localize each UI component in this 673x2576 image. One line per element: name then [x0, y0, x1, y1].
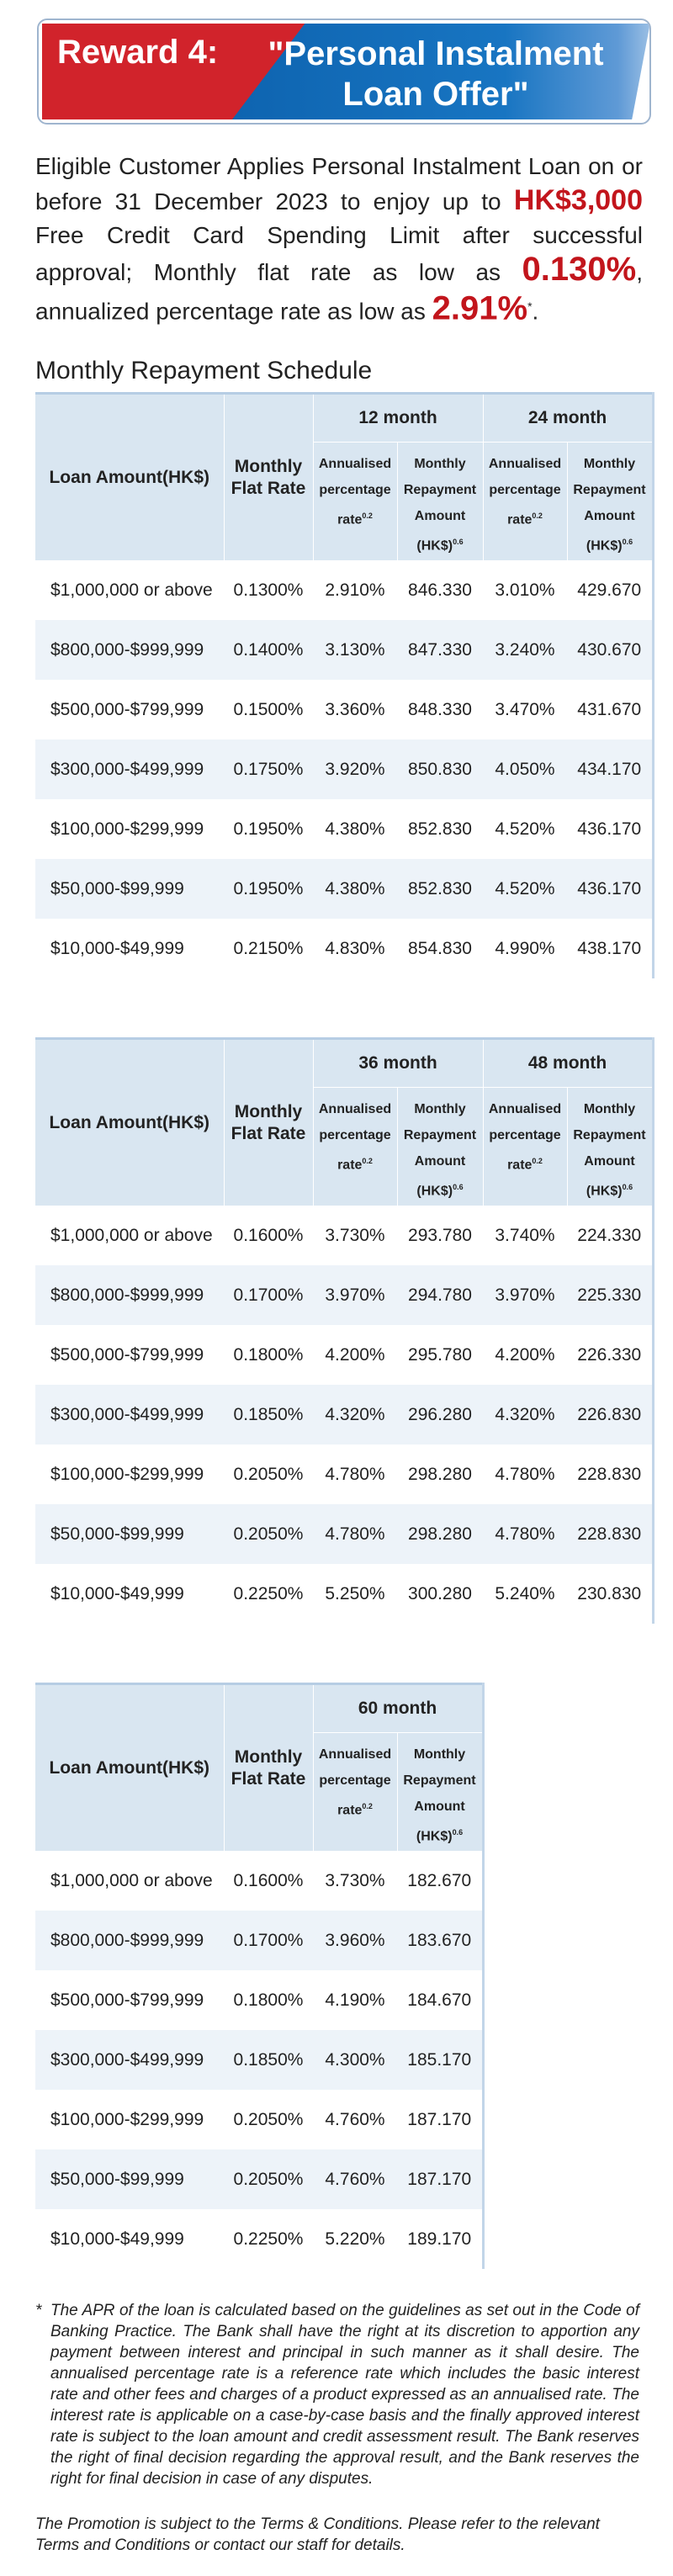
header-apr-rate: rate — [337, 512, 363, 527]
header-flat-rate-line1: Monthly — [234, 456, 303, 476]
cell-apr: 3.920% — [313, 739, 397, 799]
header-repay-line2: Repayment — [403, 1773, 476, 1788]
table-row — [35, 799, 653, 859]
cell-apr: 3.360% — [313, 680, 397, 739]
header-apr-rate: rate — [507, 512, 533, 527]
header-period: 24 month — [483, 394, 653, 443]
cell-apr: 4.200% — [483, 1325, 567, 1385]
header-repay-line3: Amount — [414, 1154, 466, 1169]
offer-description — [35, 150, 643, 328]
banner-title-line1: "Personal Instalment — [268, 35, 604, 72]
highlight-flat-rate: 0.130% — [522, 251, 637, 288]
header-repay-line4 — [398, 1174, 483, 1204]
table-row — [35, 1504, 653, 1564]
repayment-table-36-48 — [35, 1037, 654, 1624]
header-apr — [483, 443, 567, 561]
banner-reward-label: Reward 4: — [57, 34, 219, 71]
cell-loan-amount: $100,000-$299,999 — [35, 799, 224, 859]
cell-flat-rate: 0.2150% — [224, 919, 313, 978]
table-row — [35, 2030, 483, 2090]
cell-flat-rate: 0.1400% — [224, 620, 313, 680]
cell-apr: 4.760% — [313, 2149, 397, 2209]
cell-flat-rate: 0.1600% — [224, 1851, 313, 1911]
cell-repayment: 230.830 — [567, 1564, 653, 1624]
header-apr-line1: Annualised — [318, 1747, 392, 1762]
cell-apr: 4.760% — [313, 2090, 397, 2149]
header-period: 48 month — [483, 1039, 653, 1088]
header-apr-line2: percentage — [319, 1128, 391, 1142]
header-repay-unit: (HK$) — [586, 538, 623, 554]
footnote-mark: * — [35, 2302, 42, 2319]
header-apr-line2: percentage — [319, 1773, 391, 1788]
cell-repayment: 300.280 — [397, 1564, 483, 1624]
cell-repayment: 848.330 — [397, 680, 483, 739]
reward-banner — [37, 19, 651, 125]
table-row — [35, 1911, 483, 1970]
cell-flat-rate: 0.2250% — [224, 2209, 313, 2269]
header-apr-line2: percentage — [489, 1128, 561, 1142]
table-row — [35, 1265, 653, 1325]
cell-repayment: 847.330 — [397, 620, 483, 680]
cell-flat-rate: 0.1800% — [224, 1325, 313, 1385]
header-flat-rate-line1: Monthly — [234, 1101, 303, 1121]
cell-repayment: 436.170 — [567, 859, 653, 919]
cell-repayment: 189.170 — [397, 2209, 483, 2269]
header-repay-line1: Monthly — [414, 457, 466, 471]
schedule-title: Monthly Repayment Schedule — [35, 357, 373, 384]
cell-loan-amount: $800,000-$999,999 — [35, 1265, 224, 1325]
header-repayment — [567, 1088, 653, 1206]
cell-loan-amount: $50,000-$99,999 — [35, 2149, 224, 2209]
cell-repayment: 436.170 — [567, 799, 653, 859]
cell-repayment: 293.780 — [397, 1206, 483, 1265]
cell-loan-amount: $10,000-$49,999 — [35, 2209, 224, 2269]
header-flat-rate — [224, 1684, 313, 1852]
header-apr-sup: 0.2 — [362, 1157, 373, 1165]
cell-loan-amount: $300,000-$499,999 — [35, 1385, 224, 1444]
table-row — [35, 1206, 653, 1265]
cell-flat-rate: 0.1750% — [224, 739, 313, 799]
header-loan-amount: Loan Amount(HK$) — [35, 394, 224, 561]
cell-repayment: 430.670 — [567, 620, 653, 680]
header-loan-amount: Loan Amount(HK$) — [35, 1039, 224, 1206]
cell-repayment: 228.830 — [567, 1504, 653, 1564]
cell-apr: 5.220% — [313, 2209, 397, 2269]
header-flat-rate-line2: Flat Rate — [231, 478, 306, 498]
cell-repayment: 852.830 — [397, 859, 483, 919]
cell-loan-amount: $100,000-$299,999 — [35, 1444, 224, 1504]
header-repayment — [397, 1088, 483, 1206]
header-repay-line2: Repayment — [403, 483, 477, 497]
header-apr — [313, 1733, 397, 1852]
table-row — [35, 1851, 483, 1911]
header-apr-sup: 0.2 — [532, 1157, 543, 1165]
header-repay-sup: 0.6 — [452, 1828, 464, 1837]
cell-flat-rate: 0.1950% — [224, 859, 313, 919]
header-repay-line1: Monthly — [583, 457, 636, 471]
cell-repayment: 429.670 — [567, 560, 653, 620]
cell-repayment: 225.330 — [567, 1265, 653, 1325]
header-apr-sup: 0.2 — [362, 511, 373, 520]
cell-repayment: 224.330 — [567, 1206, 653, 1265]
cell-flat-rate: 0.2050% — [224, 1444, 313, 1504]
cell-apr: 3.970% — [483, 1265, 567, 1325]
header-repay-line3: Amount — [584, 509, 635, 523]
cell-apr: 4.200% — [313, 1325, 397, 1385]
header-repay-line4 — [398, 1820, 482, 1849]
header-repay-sup: 0.6 — [622, 538, 633, 546]
header-apr-line2: percentage — [489, 483, 561, 497]
cell-repayment: 226.330 — [567, 1325, 653, 1385]
table-row — [35, 1325, 653, 1385]
banner-title — [242, 34, 629, 114]
terms-note: The Promotion is subject to the Terms & Conditions. Please refer to the relevant Terms and Conditions or contact our staff for details. — [35, 2515, 600, 2554]
header-repay-unit: (HK$) — [416, 538, 453, 554]
cell-flat-rate: 0.1850% — [224, 1385, 313, 1444]
intro-text-4: . — [532, 298, 539, 325]
cell-flat-rate: 0.1700% — [224, 1911, 313, 1970]
header-repay-sup: 0.6 — [453, 1183, 464, 1191]
header-repay-line1: Monthly — [583, 1102, 636, 1116]
header-apr-line1: Annualised — [318, 1102, 392, 1116]
header-apr — [483, 1088, 567, 1206]
cell-loan-amount: $1,000,000 or above — [35, 1851, 224, 1911]
header-period: 60 month — [313, 1684, 483, 1733]
banner-title-line2: Loan Offer" — [342, 76, 529, 113]
table-body — [35, 1851, 483, 2269]
table-row — [35, 859, 653, 919]
cell-apr: 3.240% — [483, 620, 567, 680]
cell-repayment: 183.670 — [397, 1911, 483, 1970]
table-body — [35, 560, 653, 978]
header-flat-rate-line1: Monthly — [234, 1746, 303, 1767]
header-period: 12 month — [313, 394, 483, 443]
cell-apr: 3.970% — [313, 1265, 397, 1325]
apr-footnote — [35, 2300, 639, 2489]
header-apr-line3 — [314, 1148, 397, 1178]
header-repay-line3: Amount — [584, 1154, 635, 1169]
intro-text-3: , annualized percentage rate as low as — [35, 259, 643, 325]
repayment-table-12-24 — [35, 392, 654, 978]
cell-flat-rate: 0.2050% — [224, 1504, 313, 1564]
footnote-text: The APR of the loan is calculated based on the guidelines as set out in the Code of Banking Practice. The Bank shall have the right at its discretion to apportion any payment between interest and principal in such manner as it shall desire. The annualised percentage rate is a reference rate which includes the basic interest rate and other fees and charges of a product expressed as an annualised rate. The interest rate is applicable on a case-by-case basis and the finally approved interest rate is subject to the loan amount and credit assessment result. The Bank reserves the right of final decision regarding the approval result, and the Bank reserves the right for final decision in case of any disputes. — [50, 2302, 639, 2488]
cell-repayment: 294.780 — [397, 1265, 483, 1325]
cell-flat-rate: 0.2050% — [224, 2090, 313, 2149]
header-apr-line3 — [484, 1148, 567, 1178]
cell-flat-rate: 0.1300% — [224, 560, 313, 620]
cell-repayment: 184.670 — [397, 1970, 483, 2030]
table-row — [35, 2090, 483, 2149]
header-apr-line1: Annualised — [488, 1102, 562, 1116]
table-body — [35, 1206, 653, 1624]
table-row — [35, 919, 653, 978]
cell-repayment: 226.830 — [567, 1385, 653, 1444]
cell-flat-rate: 0.1800% — [224, 1970, 313, 2030]
header-flat-rate-line2: Flat Rate — [231, 1768, 306, 1789]
header-repay-sup: 0.6 — [622, 1183, 633, 1191]
cell-apr: 4.380% — [313, 799, 397, 859]
header-repay-line1: Monthly — [414, 1102, 466, 1116]
cell-repayment: 182.670 — [397, 1851, 483, 1911]
cell-repayment: 228.830 — [567, 1444, 653, 1504]
intro-text-1: Eligible Customer Applies Personal Instalment Loan on or before 31 December 2023 to enjoy up to — [35, 153, 643, 215]
cell-loan-amount: $100,000-$299,999 — [35, 2090, 224, 2149]
cell-apr: 3.130% — [313, 620, 397, 680]
cell-loan-amount: $10,000-$49,999 — [35, 919, 224, 978]
cell-apr: 4.830% — [313, 919, 397, 978]
table-row — [35, 1970, 483, 2030]
cell-loan-amount: $300,000-$499,999 — [35, 2030, 224, 2090]
cell-apr: 3.740% — [483, 1206, 567, 1265]
header-apr-sup: 0.2 — [532, 511, 543, 520]
header-apr-rate: rate — [507, 1158, 533, 1173]
header-flat-rate — [224, 394, 313, 561]
cell-repayment: 298.280 — [397, 1504, 483, 1564]
header-repay-line4 — [568, 1174, 652, 1204]
cell-loan-amount: $50,000-$99,999 — [35, 1504, 224, 1564]
cell-flat-rate: 0.1700% — [224, 1265, 313, 1325]
header-repayment — [397, 1733, 483, 1852]
cell-apr: 4.300% — [313, 2030, 397, 2090]
cell-loan-amount: $1,000,000 or above — [35, 1206, 224, 1265]
cell-repayment: 852.830 — [397, 799, 483, 859]
intro-text-2: Free Credit Card Spending Limit after successful approval; Monthly flat rate as low as — [35, 222, 643, 285]
header-repay-line3: Amount — [414, 509, 466, 523]
header-repay-unit: (HK$) — [416, 1184, 453, 1199]
cell-apr: 5.250% — [313, 1564, 397, 1624]
cell-loan-amount: $500,000-$799,999 — [35, 1970, 224, 2030]
header-flat-rate-line2: Flat Rate — [231, 1123, 306, 1143]
table-row — [35, 1385, 653, 1444]
cell-repayment: 295.780 — [397, 1325, 483, 1385]
cell-repayment: 296.280 — [397, 1385, 483, 1444]
cell-apr: 3.960% — [313, 1911, 397, 1970]
header-repay-line4 — [398, 529, 483, 559]
apr-footnote-mark: * — [527, 299, 533, 313]
cell-apr: 4.780% — [313, 1504, 397, 1564]
cell-repayment: 854.830 — [397, 919, 483, 978]
cell-apr: 5.240% — [483, 1564, 567, 1624]
cell-loan-amount: $1,000,000 or above — [35, 560, 224, 620]
cell-repayment: 846.330 — [397, 560, 483, 620]
cell-apr: 3.730% — [313, 1851, 397, 1911]
cell-repayment: 187.170 — [397, 2149, 483, 2209]
cell-loan-amount: $500,000-$799,999 — [35, 1325, 224, 1385]
cell-apr: 4.320% — [483, 1385, 567, 1444]
cell-apr: 3.010% — [483, 560, 567, 620]
cell-loan-amount: $500,000-$799,999 — [35, 680, 224, 739]
cell-flat-rate: 0.1850% — [224, 2030, 313, 2090]
cell-apr: 4.320% — [313, 1385, 397, 1444]
header-apr-line2: percentage — [319, 483, 391, 497]
header-apr-rate: rate — [337, 1803, 363, 1818]
header-apr-line1: Annualised — [488, 457, 562, 471]
header-apr — [313, 443, 397, 561]
table-row — [35, 620, 653, 680]
cell-apr: 4.780% — [313, 1444, 397, 1504]
header-period: 36 month — [313, 1039, 483, 1088]
cell-repayment: 434.170 — [567, 739, 653, 799]
header-apr-line3 — [314, 1794, 397, 1823]
cell-apr: 4.380% — [313, 859, 397, 919]
table-header — [35, 1684, 483, 1852]
table-header — [35, 1039, 653, 1206]
header-apr-line3 — [314, 503, 397, 533]
cell-flat-rate: 0.1950% — [224, 799, 313, 859]
cell-loan-amount: $50,000-$99,999 — [35, 859, 224, 919]
table-row — [35, 680, 653, 739]
cell-apr: 4.780% — [483, 1504, 567, 1564]
header-flat-rate — [224, 1039, 313, 1206]
table-row — [35, 560, 653, 620]
header-repay-unit: (HK$) — [416, 1829, 453, 1844]
header-repay-line1: Monthly — [413, 1747, 466, 1762]
cell-apr: 4.520% — [483, 799, 567, 859]
cell-repayment: 438.170 — [567, 919, 653, 978]
cell-flat-rate: 0.1500% — [224, 680, 313, 739]
header-repay-unit: (HK$) — [586, 1184, 623, 1199]
cell-apr: 4.780% — [483, 1444, 567, 1504]
header-repay-line3: Amount — [414, 1799, 465, 1814]
cell-flat-rate: 0.2250% — [224, 1564, 313, 1624]
header-apr-sup: 0.2 — [362, 1802, 373, 1810]
cell-loan-amount: $800,000-$999,999 — [35, 1911, 224, 1970]
header-repayment — [567, 443, 653, 561]
table-row — [35, 2149, 483, 2209]
header-repay-sup: 0.6 — [453, 538, 464, 546]
table-row — [35, 739, 653, 799]
repayment-table-60 — [35, 1683, 485, 2269]
cell-apr: 2.910% — [313, 560, 397, 620]
cell-apr: 4.190% — [313, 1970, 397, 2030]
header-repayment — [397, 443, 483, 561]
cell-flat-rate: 0.2050% — [224, 2149, 313, 2209]
header-apr — [313, 1088, 397, 1206]
cell-apr: 4.520% — [483, 859, 567, 919]
cell-loan-amount: $300,000-$499,999 — [35, 739, 224, 799]
table-header — [35, 394, 653, 561]
cell-loan-amount: $10,000-$49,999 — [35, 1564, 224, 1624]
cell-apr: 4.990% — [483, 919, 567, 978]
cell-loan-amount: $800,000-$999,999 — [35, 620, 224, 680]
table-row — [35, 1564, 653, 1624]
header-apr-line3 — [484, 503, 567, 533]
highlight-amount: HK$3,000 — [513, 184, 643, 216]
cell-apr: 3.470% — [483, 680, 567, 739]
cell-repayment: 850.830 — [397, 739, 483, 799]
table-row — [35, 2209, 483, 2269]
header-apr-rate: rate — [337, 1158, 363, 1173]
cell-repayment: 298.280 — [397, 1444, 483, 1504]
header-repay-line2: Repayment — [403, 1128, 477, 1142]
table-row — [35, 1444, 653, 1504]
header-repay-line2: Repayment — [573, 483, 646, 497]
cell-repayment: 187.170 — [397, 2090, 483, 2149]
cell-repayment: 185.170 — [397, 2030, 483, 2090]
cell-flat-rate: 0.1600% — [224, 1206, 313, 1265]
header-repay-line4 — [568, 529, 652, 559]
header-apr-line1: Annualised — [318, 457, 392, 471]
cell-apr: 3.730% — [313, 1206, 397, 1265]
header-loan-amount: Loan Amount(HK$) — [35, 1684, 224, 1852]
highlight-apr: 2.91% — [432, 289, 528, 327]
cell-repayment: 431.670 — [567, 680, 653, 739]
header-repay-line2: Repayment — [573, 1128, 646, 1142]
cell-apr: 4.050% — [483, 739, 567, 799]
